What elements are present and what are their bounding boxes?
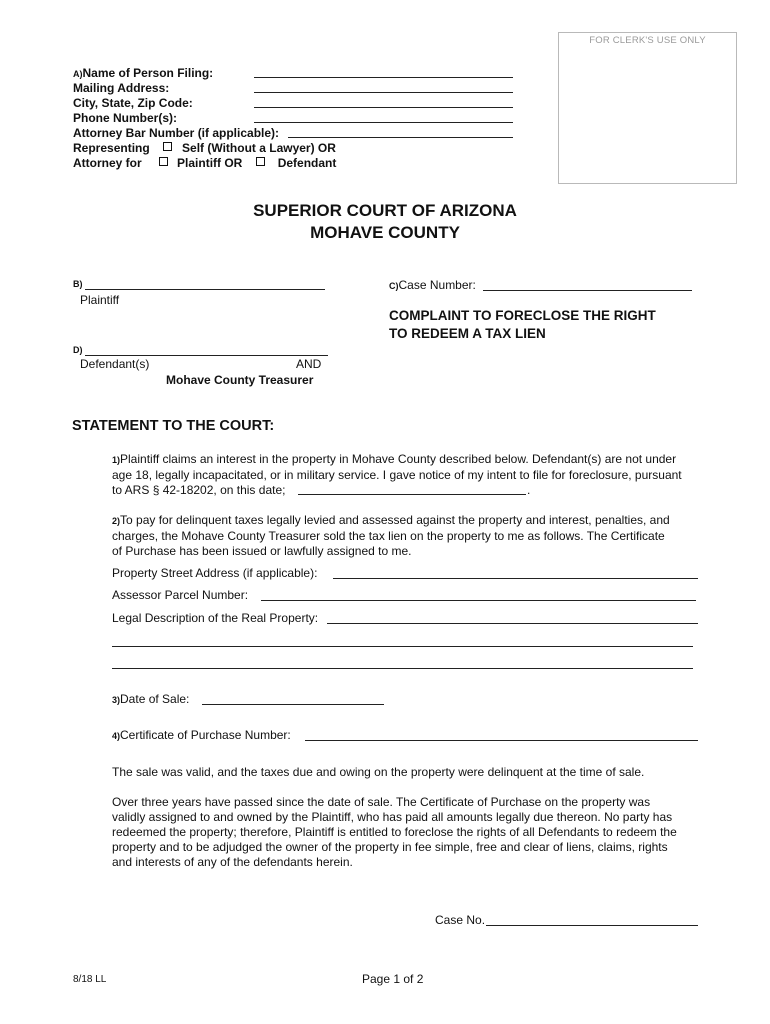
case-number-row: [389, 278, 476, 292]
defendant-name-field[interactable]: [85, 355, 328, 356]
self-option-label: Self (Without a Lawyer) OR: [182, 141, 336, 155]
p2-line1: To pay for delinquent taxes legally levied and assessed against the property and interest, penalties, and: [120, 513, 670, 527]
p2-line2: charges, the Mohave County Treasurer sold the tax lien on the property to me as follows. The Certificate: [112, 529, 665, 543]
complaint-title: [389, 307, 656, 343]
filer-marker: A): [73, 69, 83, 79]
mailing-address-field[interactable]: [254, 92, 513, 93]
legal-description-field-1[interactable]: [327, 623, 698, 624]
representing-row: [73, 141, 336, 156]
final-line2: validly assigned to and owned by the Plaintiff, who has paid all amounts legally due thereon. No party has: [112, 810, 673, 824]
final-line4: property and to be adjudged the owner of the property in fee simple, free and clear of liens, claims, rights: [112, 840, 668, 854]
statement-heading: STATEMENT TO THE COURT:: [72, 418, 275, 434]
plaintiff-option-label: Plaintiff OR: [177, 156, 243, 170]
form-code: 8/18 LL: [73, 974, 107, 985]
county-title: MOHAVE COUNTY: [310, 223, 460, 242]
certificate-label: Certificate of Purchase Number:: [120, 728, 291, 742]
attorney-for-label: Attorney for: [73, 156, 142, 170]
bar-number-field[interactable]: [288, 137, 513, 138]
p1-line1: Plaintiff claims an interest in the property in Mohave County described below. Defendant(s) are not under: [120, 452, 677, 466]
filer-name-label: Name of Person Filing:: [82, 66, 214, 80]
certificate-row: [112, 728, 291, 742]
final-paragraph: [112, 795, 698, 870]
plaintiff-label: Plaintiff: [80, 293, 120, 307]
paragraph-1: [112, 452, 698, 498]
d-marker: D): [73, 345, 83, 355]
parcel-number-field[interactable]: [261, 600, 696, 601]
footer-case-no-field[interactable]: [486, 925, 698, 926]
footer-case-no-label: Case No.: [435, 913, 486, 927]
legal-description-label: Legal Description of the Real Property:: [112, 611, 319, 625]
final-line5: and interests of any of the defendants herein.: [112, 855, 353, 869]
p4-marker: 4): [112, 731, 121, 741]
b-marker: B): [73, 279, 83, 289]
and-label: AND: [296, 357, 322, 371]
c-marker: C): [389, 281, 399, 291]
phone-label: Phone Number(s):: [73, 111, 178, 125]
defendant-checkbox[interactable]: [256, 157, 265, 166]
defendants-label: Defendant(s): [80, 357, 150, 371]
legal-description-field-3[interactable]: [112, 668, 693, 669]
court-title: SUPERIOR COURT OF ARIZONA: [253, 201, 517, 220]
city-state-zip-label: City, State, Zip Code:: [73, 96, 193, 110]
date-of-sale-label: Date of Sale:: [120, 692, 190, 706]
p3-marker: 3): [112, 695, 121, 705]
representing-label: Representing: [73, 141, 150, 155]
certificate-number-field[interactable]: [305, 740, 698, 741]
p1-line2: age 18, legally incapacitated, or in military service. I gave notice of my intent to file for foreclosure, pursuant: [112, 468, 682, 482]
complaint-title-line2: TO REDEEM A TAX LIEN: [389, 326, 546, 341]
final-line3: redeemed the property; therefore, Plaintiff is entitled to foreclose the rights of all Defendants to redeem the: [112, 825, 677, 839]
clerks-use-box: [558, 32, 737, 184]
legal-description-field-2[interactable]: [112, 646, 693, 647]
street-address-field[interactable]: [333, 578, 698, 579]
p1-marker: 1): [112, 455, 121, 465]
case-number-field[interactable]: [483, 290, 692, 291]
p1-line3: to ARS § 42-18202, on this date;: [112, 483, 286, 497]
defendant-option-label: Defendant: [277, 156, 337, 170]
date-of-sale-row: [112, 692, 189, 706]
complaint-title-line1: COMPLAINT TO FORECLOSE THE RIGHT: [389, 308, 656, 323]
page-number: Page 1 of 2: [362, 972, 424, 986]
date-of-sale-field[interactable]: [202, 704, 384, 705]
self-checkbox[interactable]: [163, 142, 172, 151]
city-state-zip-field[interactable]: [254, 107, 513, 108]
paragraph-2: [112, 513, 698, 559]
attorney-for-row: [73, 156, 336, 171]
filer-name-row: [73, 66, 213, 82]
street-address-label: Property Street Address (if applicable):: [112, 566, 318, 580]
final-line1: Over three years have passed since the date of sale. The Certificate of Purchase on the property was: [112, 795, 651, 809]
notice-date-field[interactable]: [298, 494, 526, 495]
p2-marker: 2): [112, 516, 121, 526]
case-number-label: Case Number:: [398, 278, 476, 292]
plaintiff-checkbox[interactable]: [159, 157, 168, 166]
phone-field[interactable]: [254, 122, 513, 123]
sale-valid-sentence: The sale was valid, and the taxes due and owing on the property were delinquent at the time of sale.: [112, 765, 645, 779]
filer-name-field[interactable]: [254, 77, 513, 78]
p2-line3: of Purchase has been issued or lawfully assigned to me.: [112, 544, 412, 558]
plaintiff-name-field[interactable]: [85, 289, 325, 290]
bar-number-label: Attorney Bar Number (if applicable):: [73, 126, 280, 140]
p1-period: .: [527, 483, 531, 497]
mailing-address-label: Mailing Address:: [73, 81, 170, 95]
parcel-number-label: Assessor Parcel Number:: [112, 588, 249, 602]
clerks-use-label: FOR CLERK'S USE ONLY: [589, 35, 706, 46]
treasurer-label: Mohave County Treasurer: [166, 373, 314, 387]
